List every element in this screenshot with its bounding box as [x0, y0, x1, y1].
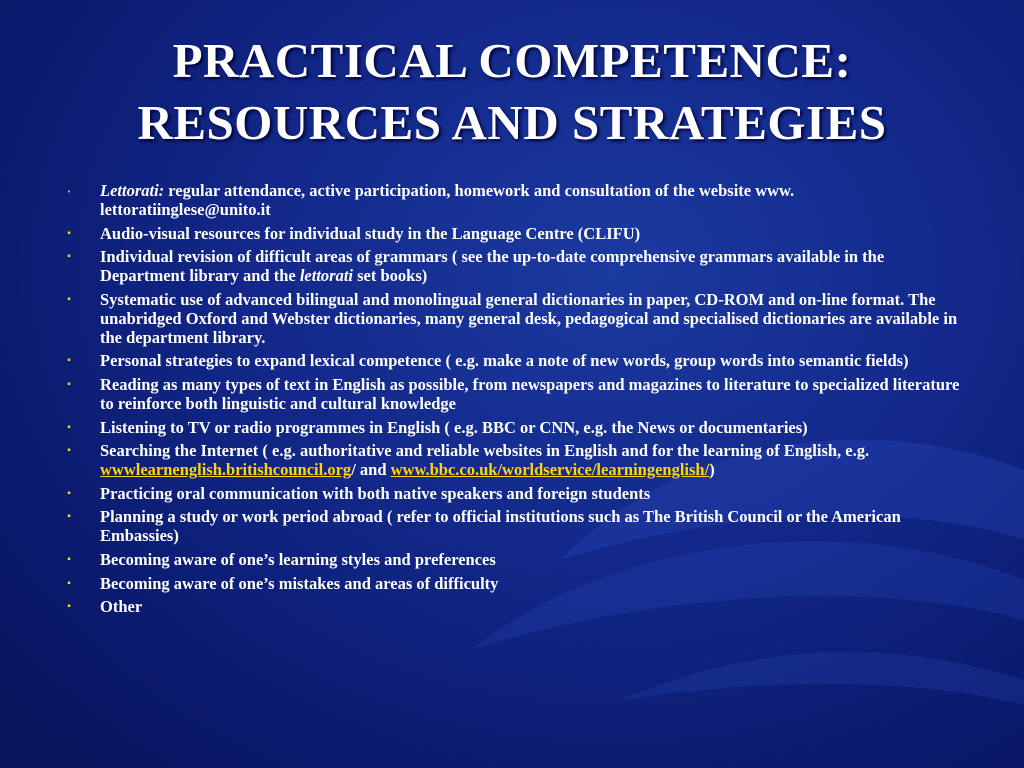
bullet-square-icon: ▪ [67, 511, 71, 523]
list-item-text: Practicing oral communication with both native speakers and foreign students [100, 483, 651, 503]
bullet-square-icon: ▪ [67, 251, 71, 263]
lettorati-label: Lettorati: [100, 181, 165, 200]
list-item-text: Other [100, 597, 143, 617]
list-item [58, 351, 968, 370]
list-item [58, 224, 968, 243]
list-item [58, 418, 968, 437]
bullet-square-icon: ▪ [67, 378, 71, 390]
list-item [58, 441, 968, 479]
list-item-text: Listening to TV or radio programmes in English ( e.g. BBC or CNN, e.g. the News or documentaries) [100, 417, 808, 437]
list-item [58, 247, 968, 285]
lettorati-emphasis: lettorati [299, 266, 353, 286]
britishcouncil-link[interactable]: wwwlearnenglish.britishcouncil.org [100, 460, 352, 480]
list-item-text: Individual revision of difficult areas of grammars ( see the up-to-date comprehensive grammars available in the Department library and the [100, 247, 885, 286]
bullet-square-icon: ▪ [67, 421, 71, 433]
list-item-text: regular attendance, active participation, homework and consultation of the website www. lettoratiinglese@unito.it [100, 181, 795, 219]
bullet-square-icon: ▪ [67, 355, 71, 367]
title-line-1: PRACTICAL COMPETENCE: [172, 33, 852, 88]
list-item [58, 507, 968, 545]
list-item [58, 375, 968, 413]
bullet-square-icon: ▪ [67, 487, 71, 499]
list-item-text-end: ) [709, 460, 715, 480]
list-item [58, 484, 968, 503]
list-item-text: Planning a study or work period abroad ( refer to official institutions such as The British Council or the American Embassies) [100, 507, 901, 546]
list-item [58, 181, 968, 219]
list-item-text: Personal strategies to expand lexical competence ( e.g. make a note of new words, group words into semantic fields) [100, 351, 909, 371]
bullet-square-icon: ▪ [67, 293, 71, 305]
bbc-learningenglish-link[interactable]: www.bbc.co.uk/worldservice/learningenglish/ [390, 460, 710, 480]
list-item-text-end: set books) [353, 266, 428, 286]
bullet-square-icon: ▪ [67, 577, 71, 589]
title-line-2: RESOURCES AND STRATEGIES [137, 95, 887, 150]
list-item-text: Becoming aware of one’s mistakes and areas of difficulty [100, 573, 499, 593]
list-item-text: Searching the Internet ( e.g. authoritative and reliable websites in English and for the learning of English, e.g. [100, 441, 870, 461]
bullet-square-icon: ▪ [67, 601, 71, 613]
bullet-square-icon: ▪ [67, 553, 71, 565]
list-item [58, 290, 968, 347]
list-item [58, 574, 968, 593]
list-item-text: Reading as many types of text in English as possible, from newspapers and magazines to literature to specialized literature to reinforce both linguistic and cultural knowledge [100, 374, 960, 413]
list-item [58, 550, 968, 569]
bullet-dot-icon: • [67, 188, 71, 196]
bullet-list [58, 181, 968, 621]
slide-title [0, 30, 1024, 154]
list-item-text: Systematic use of advanced bilingual and monolingual general dictionaries in paper, CD-ROM and on-line format. The unabridged Oxford and Webster dictionaries, many general desk, pedagogical and specialised dictionaries are available in the department library. [100, 289, 958, 347]
list-item [58, 597, 968, 616]
list-item-text: Audio-visual resources for individual study in the Language Centre (CLIFU) [100, 223, 641, 243]
bullet-square-icon: ▪ [67, 227, 71, 239]
bullet-square-icon: ▪ [67, 445, 71, 457]
list-item-text-mid: / and [351, 460, 391, 480]
list-item-text: Becoming aware of one’s learning styles and preferences [100, 549, 496, 569]
